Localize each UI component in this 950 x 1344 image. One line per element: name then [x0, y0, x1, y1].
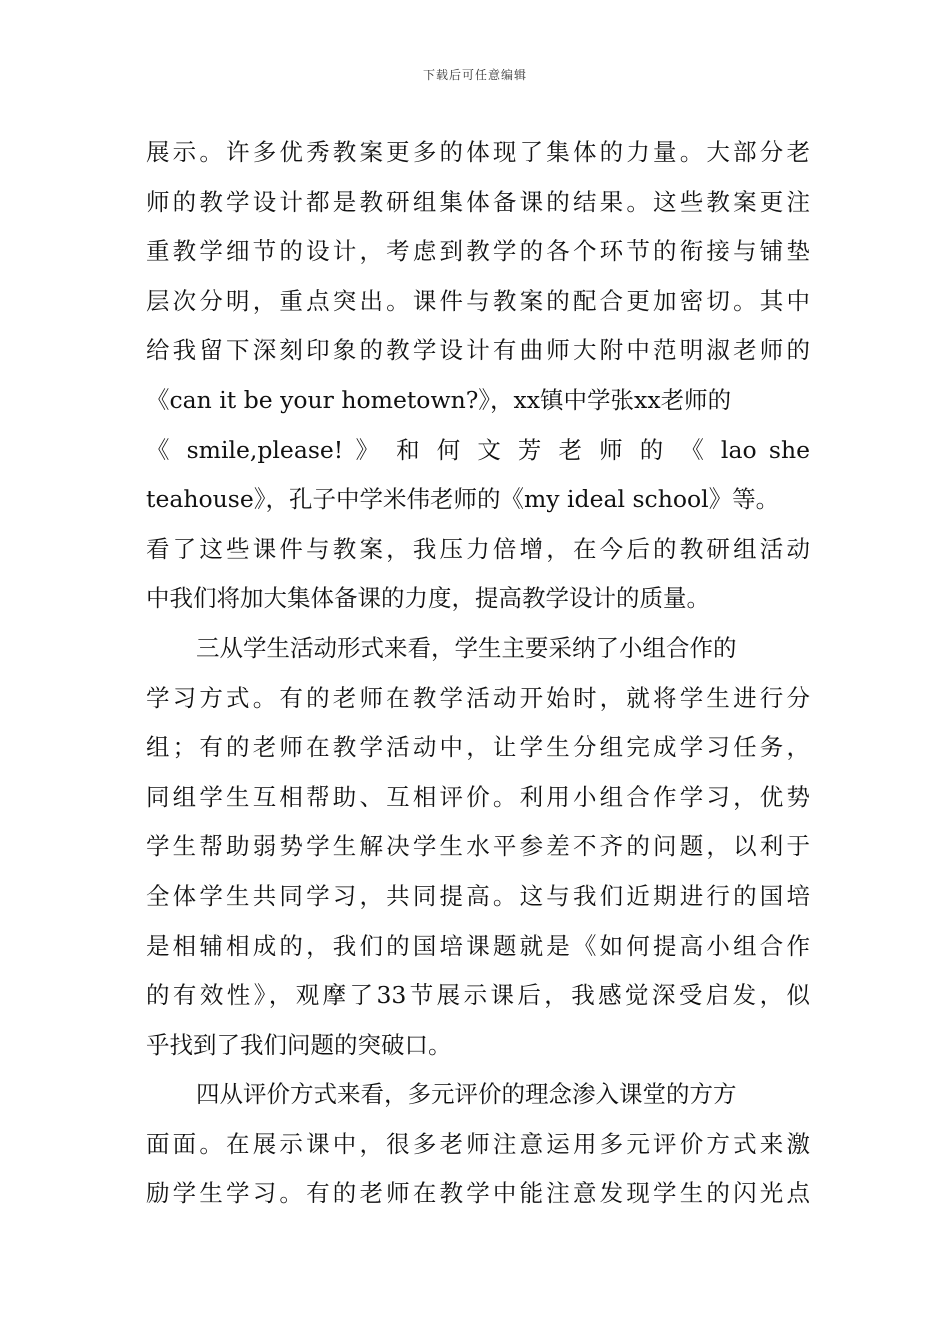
text-line: 的有效性》，观摩了33节展示课后，我感觉深受启发，似 — [146, 981, 810, 1010]
text-line: 学生帮助弱势学生解决学生水平参差不齐的问题，以利于 — [146, 832, 810, 861]
text-line: 《can it be your hometown?》，xx镇中学张xx老师的 — [146, 385, 732, 414]
document-body — [146, 128, 810, 1219]
text-line: 面面。在展示课中，很多老师注意运用多元评价方式来激 — [146, 1129, 810, 1158]
text-line: 同组学生互相帮助、互相评价。利用小组合作学习，优势 — [146, 782, 810, 811]
text-line: 《 smile,please! 》 和 何 文 芳 老 师 的 《 lao she — [146, 435, 810, 464]
text-line: 是相辅相成的，我们的国培课题就是《如何提高小组合作 — [146, 931, 810, 960]
text-line: 全体学生共同学习，共同提高。这与我们近期进行的国培 — [146, 881, 810, 910]
text-line: 乎找到了我们问题的突破口。 — [146, 1030, 452, 1059]
text-line: 四从评价方式来看，多元评价的理念渗入课堂的方方 — [196, 1080, 737, 1109]
paragraph — [146, 128, 810, 624]
page-header: 下载后可任意编辑 — [422, 68, 527, 82]
text-line: 中我们将加大集体备课的力度，提高教学设计的质量。 — [146, 584, 710, 613]
text-line: 看了这些课件与教案，我压力倍增，在今后的教研组活动 — [146, 534, 810, 563]
text-line: 师的教学设计都是教研组集体备课的结果。这些教案更注 — [146, 187, 810, 216]
text-line: 重教学细节的设计，考虑到教学的各个环节的衔接与铺垫 — [146, 237, 810, 266]
text-line: 层次分明，重点突出。课件与教案的配合更加密切。其中 — [146, 286, 810, 315]
text-line: teahouse》，孔子中学米伟老师的《my ideal school》等。 — [146, 485, 780, 514]
text-line: 学习方式。有的老师在教学活动开始时，就将学生进行分 — [146, 683, 810, 712]
paragraph — [146, 1070, 810, 1219]
paragraph — [146, 624, 810, 1070]
text-line: 展示。许多优秀教案更多的体现了集体的力量。大部分老 — [146, 138, 810, 166]
text-line: 三从学生活动形式来看，学生主要采纳了小组合作的 — [196, 633, 737, 662]
text-line: 给我留下深刻印象的教学设计有曲师大附中范明淑老师的 — [146, 336, 810, 365]
text-line: 组；有的老师在教学活动中，让学生分组完成学习任务， — [146, 733, 810, 762]
text-line: 励学生学习。有的老师在教学中能注意发现学生的闪光点 — [146, 1179, 810, 1208]
